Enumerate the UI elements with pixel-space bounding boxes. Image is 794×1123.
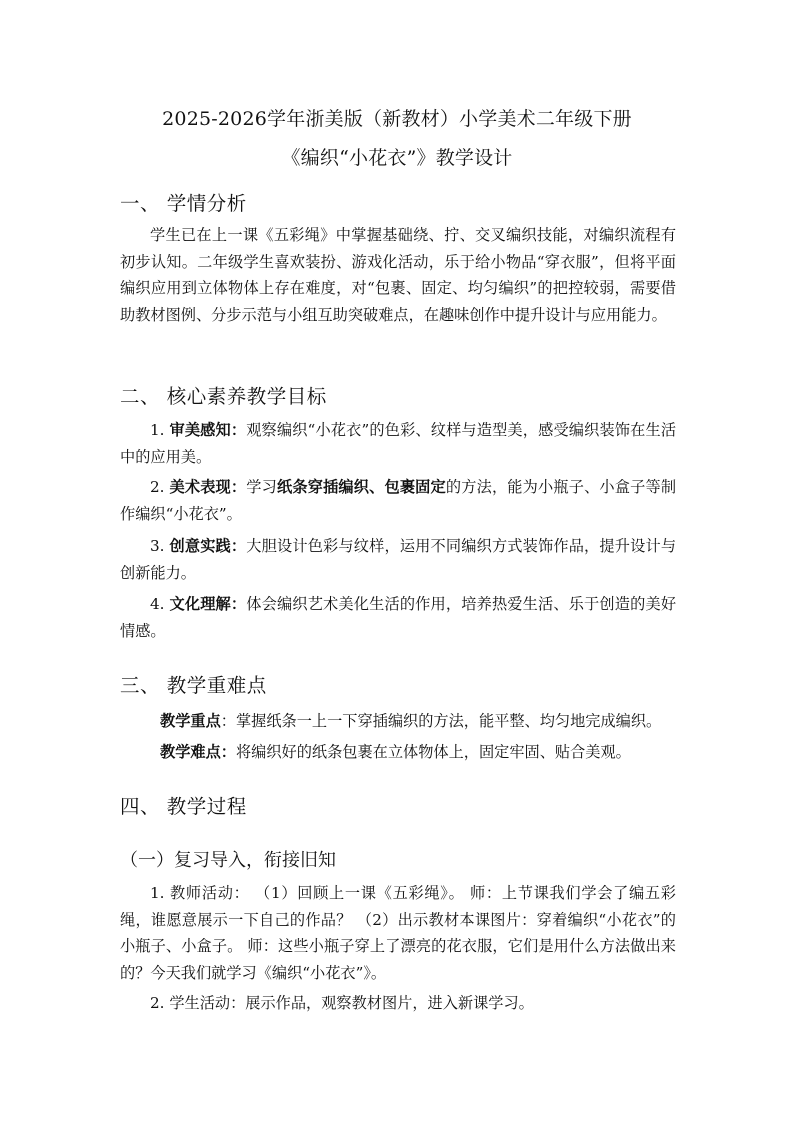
objective-item-aesthetic [120,417,676,470]
objective-text: 的方法，能为小瓶子、小盒子等制作编织“小花衣”。 [120,478,677,523]
document-title-line1: 2025-2026学年浙美版（新教材）小学美术二年级下册 [162,108,632,130]
objective-number: 2. [150,478,165,496]
objective-item-expression [120,474,676,527]
objective-item-creative [120,533,676,586]
objective-number: 3. [150,537,165,555]
objective-text: 学习 [246,478,277,496]
objective-number: 4. [150,595,165,613]
key-point-label: 教学重点 [160,712,221,730]
objective-text: 大胆设计色彩与纹样，运用不同编织方式装饰作品，提升设计与创新能力。 [120,537,677,582]
document-title-line2: 《编织“小花衣”》教学设计 [281,147,513,169]
process-step-teacher: 1. 教师活动： （1）回顾上一课《五彩绳》。 师：上节课我们学会了编五彩绳，谁愿意展示一下自己的作品？ （2）出示教材本课图片：穿着编织“小花衣”的小瓶子、小盒子。 师：这些小瓶子穿上了漂亮的花衣服，它们是用什么方法做出来的？今天我们就学习《编织“小花衣”》。 [120,884,676,982]
objective-emphasis: 纸条穿插编织、包裹固定 [277,478,446,496]
key-point-line [160,710,661,731]
objective-label: 审美感知： [169,421,247,439]
key-point-text: ：掌握纸条一上一下穿插编织的方法，能平整、均匀地完成编织。 [220,712,662,730]
section-heading-objectives: 二、 核心素养教学目标 [120,385,327,408]
objective-label: 文化理解： [169,595,247,613]
objective-text: 体会编织艺术美化生活的作用，培养热爱生活、乐于创造的美好情感。 [120,595,677,640]
process-step-student: 2. 学生活动：展示作品，观察教材图片，进入新课学习。 [150,994,534,1012]
difficulty-line [160,741,631,762]
objective-number: 1. [150,421,165,439]
difficulty-text: 将编织好的纸条包裹在立体物体上，固定牢固、贴合美观。 [235,743,631,761]
objective-label: 美术表现： [169,478,247,496]
section-heading-process: 四、 教学过程 [120,795,247,818]
objective-item-culture [120,591,676,644]
section-heading-key-points: 三、 教学重难点 [120,674,267,697]
difficulty-label: 教学难点： [160,743,236,761]
objective-label: 创意实践： [169,537,247,555]
section-heading-learning-analysis: 一、 学情分析 [120,192,247,215]
subsection-heading-review: （一）复习导入，衔接旧知 [120,850,336,871]
learning-analysis-paragraph: 学生已在上一课《五彩绳》中掌握基础绕、拧、交叉编织技能，对编织流程有初步认知。二年级学生喜欢装扮、游戏化活动，乐于给小物品“穿衣服”，但将平面编织应用到立体物体上存在难度，对“包裹、固定、均匀编织”的把控较弱，需要借助教材图例、分步示范与小组互助突破难点，在趣味创作中提升设计与应用能力。 [120,226,676,324]
objective-text: 观察编织“小花衣”的色彩、纹样与造型美，感受编织装饰在生活中的应用美。 [120,421,677,466]
